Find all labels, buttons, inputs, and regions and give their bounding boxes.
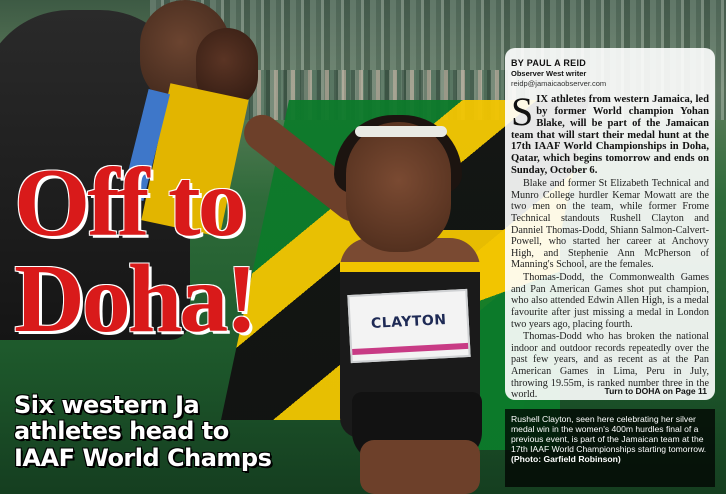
athlete-face <box>346 122 451 252</box>
bib-name: CLAYTON <box>370 312 447 332</box>
photo-caption <box>505 409 715 487</box>
sub-headline <box>14 392 334 471</box>
uniform-trim <box>340 262 480 272</box>
writer-role: Observer West writer <box>511 69 587 78</box>
article-paragraph: Thomas-Dodd, the Commonwealth Games and Pan American Games shot put champion, who also attended Edwin Allen High, is a medal favourite after just missing a medal in London two years ago, placing fourth. <box>511 272 709 330</box>
headline-line-1: Off to <box>14 149 244 257</box>
article-paragraph: Blake and former St Elizabeth Technical and Munro College hurdler Kemar Mowatt are the two men on the team, while former Frome Technical standouts Rushell Clayton and Danniel Thomas-Dodd, Shiann Salmon-Calvert-Powell, who started her career at Anchovy High, and Stephenie Ann McPherson of Manning's School, are the females. <box>511 178 709 271</box>
bib-stripe <box>352 343 468 355</box>
byline: BY PAUL A REID <box>511 58 587 68</box>
athlete-headband <box>355 126 447 137</box>
page-jump-link[interactable]: Turn to DOHA on Page 11 <box>604 386 707 396</box>
race-bib <box>347 289 470 363</box>
drop-cap: S <box>511 89 534 134</box>
article-paragraph: Thomas-Dodd who has broken the national indoor and outdoor records repeatedly over the past few years, and as recent as at the Pan American Games in Lima, Peru in July, throwing 19.55m, is ranked number three in the world. <box>511 331 709 400</box>
subhead-line-1: Six western Ja <box>14 391 200 419</box>
writer-email[interactable]: reidp@jamaicaobserver.com <box>511 79 607 88</box>
caption-text: Rushell Clayton, seen here celebrating her silver medal win in the women's 400m hurdles final of a previous event, is part of the Jamaican team at the 17th IAAF World Championships starting tomorrow. <box>511 414 707 454</box>
photo-credit: (Photo: Garfield Robinson) <box>511 453 621 464</box>
article-panel <box>505 48 715 400</box>
subhead-line-2: athletes head to <box>14 417 229 446</box>
lead-paragraph <box>511 89 709 177</box>
lead-text: IX athletes from western Jamaica, led by former World champion Yohan Blake, will be part of the Jamaican team that will start their medal hunt at the 17th IAAF World Championships in Doha, Qatar, which begins tomorrow and ends on Sunday, October 6. <box>511 94 709 177</box>
athlete-legs <box>360 440 480 494</box>
subhead-line-3: IAAF World Champs <box>14 443 272 472</box>
headline-line-2: Doha! <box>14 245 255 354</box>
main-headline <box>14 149 334 354</box>
